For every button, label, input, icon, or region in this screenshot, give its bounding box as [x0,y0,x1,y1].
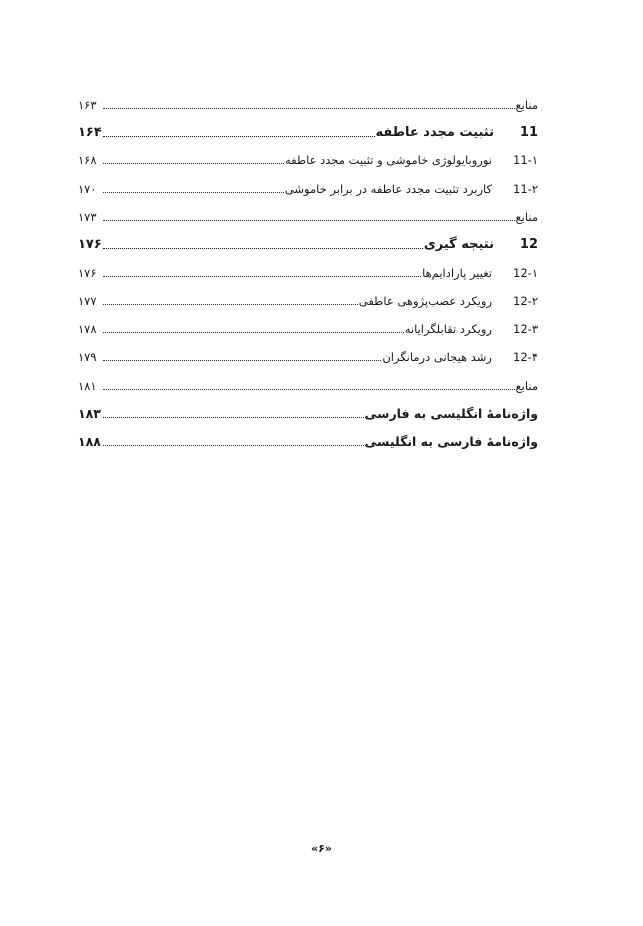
toc-title: تغییر پارادایم‌ها [422,266,492,280]
toc-entry[interactable] [78,230,538,252]
toc-page-number: ۱۶۴ [78,125,102,140]
toc-page-number: ۱۶۸ [78,153,97,167]
dot-leader [103,445,364,446]
toc-page-number: ۱۸۸ [78,434,101,449]
toc-title: نوروبایولوژی خاموشی و تثبیت مجدد عاطفه [284,153,492,167]
dot-leader [103,360,381,361]
toc-section-number: 11-۲ [513,182,538,196]
toc-title: منابع [515,98,538,112]
toc-title: رویکرد تقابلگرایانه [404,322,492,336]
toc-title: تثبیت مجدد عاطفه [375,125,494,140]
toc-page-number: ۱۷۳ [78,210,97,224]
toc-page-number: ۱۸۱ [78,379,97,393]
toc-title: منابع [515,210,538,224]
dot-leader [103,332,404,333]
toc-page-number: ۱۸۳ [78,406,101,421]
toc-page-number: ۱۷۶ [78,237,102,252]
dot-leader [103,248,423,249]
toc-page-number: ۱۷۸ [78,322,97,336]
toc-entry[interactable] [78,342,538,364]
toc-title: رشد هیجانی درمانگران [382,350,492,364]
toc-title: رویکرد عصب‌پژوهی عاطفی [358,294,492,308]
toc-title: منابع [515,379,538,393]
dot-leader [103,304,358,305]
dot-leader [103,192,284,193]
dot-leader [103,108,515,109]
toc-entry[interactable] [78,202,538,224]
toc-section-number: 11-۱ [513,153,538,167]
toc-title: کاربرد تثبیت مجدد عاطفه در برابر خاموشی [284,182,492,196]
toc-entry[interactable] [78,399,538,421]
toc-page-number: ۱۶۳ [78,98,97,112]
dot-leader [103,163,284,164]
toc-entry[interactable] [78,371,538,393]
page-number: «۶» [311,842,332,855]
dot-leader [103,136,375,137]
dot-leader [103,220,515,221]
toc-page-number: ۱۷۰ [78,182,97,196]
toc-section-number: 12-۳ [513,322,538,336]
toc-title: واژه‌نامهٔ انگلیسی به فارسی [364,406,538,421]
toc-entry[interactable] [78,258,538,280]
toc-page-number: ۱۷۹ [78,350,97,364]
toc-page-number: ۱۷۶ [78,266,97,280]
toc-section-number: 12-۲ [513,294,538,308]
toc-entry[interactable] [78,286,538,308]
toc-entry[interactable] [78,314,538,336]
toc-entry[interactable] [78,145,538,167]
dot-leader [103,417,364,418]
toc-entry[interactable] [78,427,538,449]
dot-leader [103,389,515,390]
toc-entry[interactable] [78,90,538,112]
toc-section-number: 12 [519,237,538,252]
toc-entry[interactable] [78,174,538,196]
toc-entry[interactable] [78,118,538,140]
toc-title: نتیجه گیری [423,237,494,252]
toc-page-number: ۱۷۷ [78,294,97,308]
toc-section-number: 12-۱ [513,266,538,280]
toc-section-number: 11 [519,125,538,140]
toc-section-number: 12-۴ [513,350,538,364]
toc-title: واژه‌نامهٔ فارسی به انگلیسی [364,434,538,449]
dot-leader [103,276,421,277]
